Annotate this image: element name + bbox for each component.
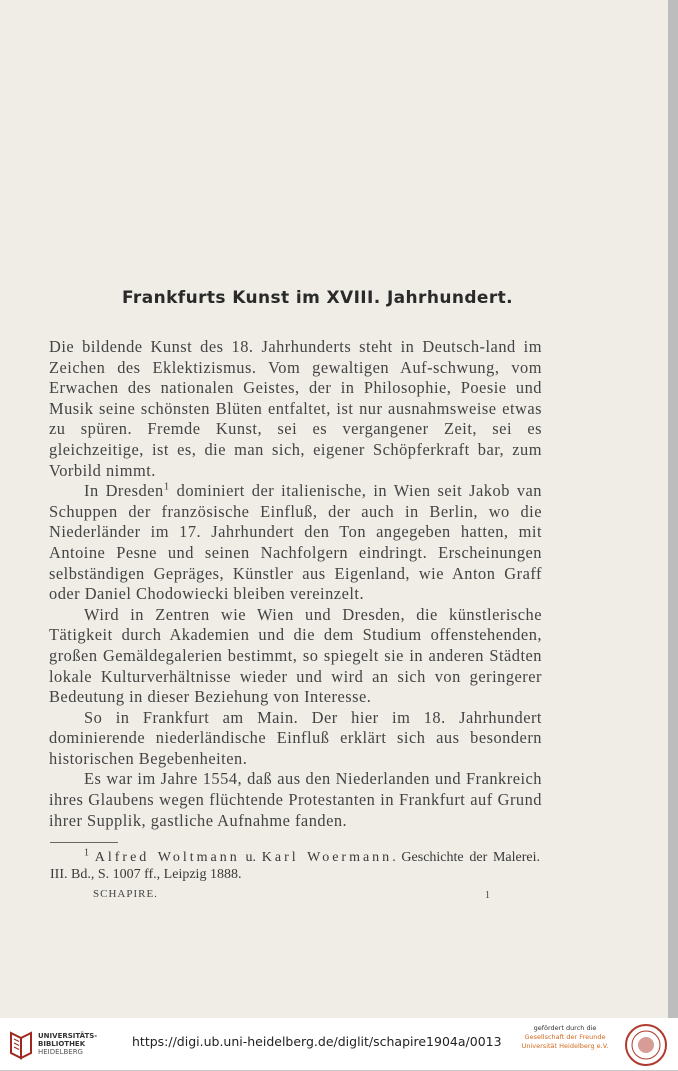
footnote-conjunction: u.	[239, 850, 262, 865]
library-name: UNIVERSITÄTS- BIBLIOTHEK HEIDELBERG	[38, 1032, 98, 1056]
footnote-citation: . Geschichte der Malerei. III. Bd., S. 1007 ff., Leipzig 1888.	[50, 850, 541, 882]
paragraph-5: Es war im Jahre 1554, daß aus den Niederlanden und Frankreich ihres Glaubens wegen flüchtende Protestanten in Frankfurt auf Grund ihrer Supplik, gastliche Aufnahme fanden.	[49, 769, 542, 830]
library-logo-icon[interactable]	[8, 1030, 34, 1064]
paragraph-2-rest: dominiert der italienische, in Wien seit Jakob van Schuppen der französische Einfluß, der auch in Berlin, wo die Niederländer im 17. Jahrhundert den Ton angegeben hatten, mit Antoine Pesne und seinen Nachfolgern eindringt. Erscheinungen selbständigen Gepräges, Künstler aus Eigenland, wie Anton Graff oder Daniel Chodowiecki bleiben vereinzelt.	[49, 481, 542, 604]
printer-signature: SCHAPIRE.	[93, 888, 158, 900]
sheet-number: 1	[485, 890, 490, 901]
footnote	[50, 849, 540, 883]
page-title: Frankfurts Kunst im XVIII. Jahrhundert.	[121, 288, 513, 308]
paragraph-4: So in Frankfurt am Main. Der hier im 18. Jahrhundert dominierende niederländische Einfluß erklärt sich aus besondern historischen Begebenheiten.	[49, 707, 542, 768]
body-text	[49, 337, 542, 831]
footnote-author-2: Karl Woermann	[261, 850, 393, 865]
footnote-number: 1	[84, 847, 89, 859]
paragraph-2	[49, 481, 542, 605]
paragraph-2-start: In Dresden	[84, 481, 164, 501]
university-seal-icon	[624, 1023, 668, 1071]
viewer-footer	[0, 1018, 678, 1070]
footnote-divider	[50, 842, 118, 843]
permalink-url[interactable]: https://digi.ub.uni-heidelberg.de/diglit/schapire1904a/0013	[132, 1034, 502, 1049]
footnote-author-1: Alfred Woltmann	[94, 850, 240, 865]
footnote-reference[interactable]: 1	[163, 480, 170, 493]
paragraph-1: Die bildende Kunst des 18. Jahrhunderts steht in Deutsch-land im Zeichen des Eklektizismus. Vom gewaltigen Auf-schwung, vom Erwachen des nationalen Geistes, der in Philosophie, Poesie und Musik seine schönsten Blüten entfaltet, ist nur ausnahmsweise etwas zu spüren. Fremde Kunst, sei es vergangener Zeit, sei es gleichzeitige, ist es, die man sich, eigener Schöpferkraft bar, zum Vorbild nimmt.	[49, 337, 542, 480]
paragraph-3: Wird in Zentren wie Wien und Dresden, die künstlerische Tätigkeit durch Akademien und die dem Studium offenstehenden, großen Gemäldegalerien bestimmt, so spiegelt sie in anderen Städten lokale Kulturverhältnisse wieder und wird an sich von geringerer Bedeutung in dieser Beziehung von Interesse.	[49, 604, 542, 707]
sponsor-credit: gefördert durch die Gesellschaft der Freunde Universität Heidelberg e.V.	[521, 1024, 609, 1050]
